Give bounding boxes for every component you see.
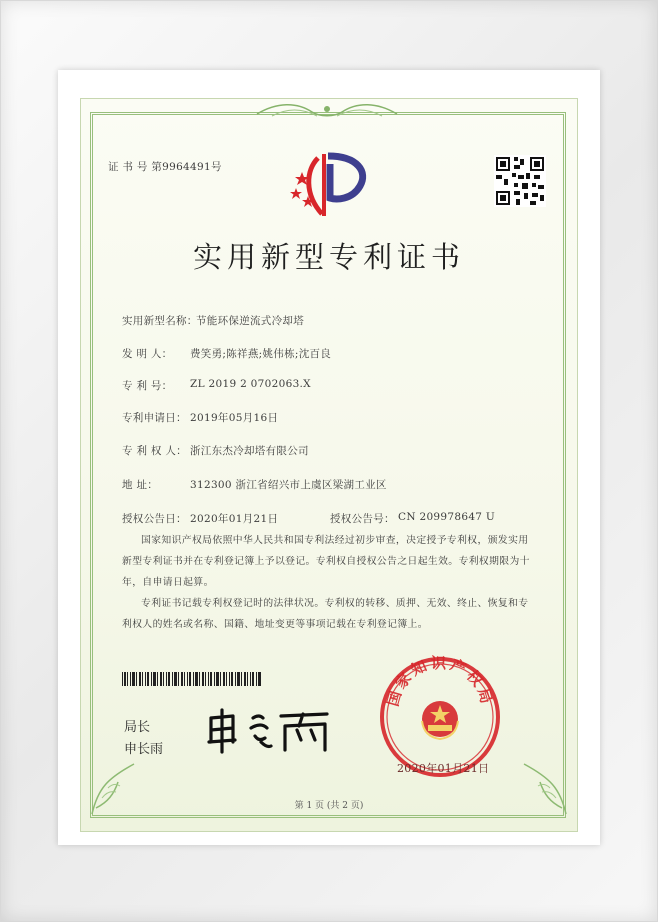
legal-paragraph-2 (122, 593, 542, 635)
field-label-apply-date: 专利申请日： (122, 412, 187, 424)
legal-paragraph-1 (122, 530, 542, 593)
field-label-grant-date: 授权公告日： (122, 513, 187, 525)
field-label-inventor: 发 明 人： (122, 348, 173, 360)
field-label-patent-no: 专 利 号： (122, 380, 173, 392)
signatory-name: 申长雨 (124, 742, 164, 757)
field-label-address: 地 址： (122, 479, 159, 491)
legal-line: 利权人的姓名或名称、国籍、地址变更等事项记载在专利登记簿上。 (122, 619, 428, 630)
field-label-owner: 专 利 权 人： (122, 445, 187, 457)
page-footer: 第 1 页 (共 2 页) (294, 801, 364, 811)
certificate-number: 证 书 号 第9964491号 (108, 161, 222, 173)
qr-code-icon (494, 155, 546, 207)
seal-text: 国家知识产权局 (383, 655, 497, 709)
field-value-name: 节能环保逆流式冷却塔 (196, 315, 304, 327)
field-value-patent-no: ZL 2019 2 0702063.X (190, 378, 311, 390)
field-label-name: 实用新型名称： (122, 315, 198, 327)
field-value-apply-date: 2019年05月16日 (190, 412, 279, 424)
field-label-grant-no: 授权公告号： (330, 513, 395, 525)
barcode-icon (122, 672, 262, 686)
certificate-title: 实用新型专利证书 (192, 240, 465, 274)
field-value-grant-no: CN 209978647 U (398, 511, 496, 523)
field-value-address: 312300 浙江省绍兴市上虞区梁湖工业区 (190, 479, 387, 491)
signatory-title: 局长 (124, 720, 151, 735)
legal-line: 国家知识产权局依照中华人民共和国专利法经过初步审查，决定授予专利权，颁发实用 (141, 535, 529, 546)
legal-line: 年，自申请日起算。 (122, 577, 214, 588)
field-value-owner: 浙江东杰冷却塔有限公司 (190, 445, 309, 457)
top-ornament-icon (252, 100, 402, 122)
field-value-inventor: 费笑勇;陈祥燕;姚伟栋;沈百良 (190, 348, 332, 360)
legal-line: 新型专利证书并在专利登记簿上予以登记。专利权自授权公告之日起生效。专利权期限为十 (122, 556, 530, 567)
handwritten-signature-icon (205, 706, 340, 756)
legal-line: 专利证书记载专利权登记时的法律状况。专利权的转移、质押、无效、终止、恢复和专 (141, 598, 529, 609)
cnipa-logo-icon (288, 150, 370, 220)
seal-date: 2020年01月21日 (397, 762, 490, 775)
field-value-grant-date: 2020年01月21日 (190, 513, 279, 525)
